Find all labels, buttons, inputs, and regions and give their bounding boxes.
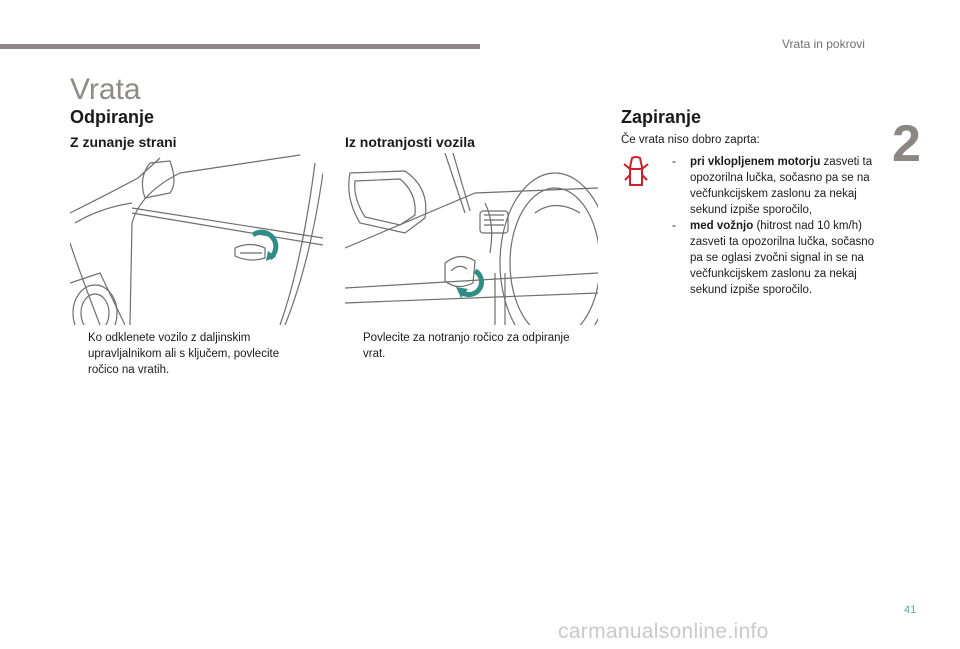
list-item (672, 218, 877, 298)
list-dash: - (672, 220, 676, 232)
interior-handle-illustration (345, 153, 598, 325)
page-title: Vrata (70, 73, 141, 106)
list-item-text (690, 154, 877, 218)
page-number: 41 (904, 604, 917, 616)
outside-instruction-text: Ko odklenete vozilo z daljinskim upravljalnikom ali s ključem, povlecite ročico na vratih. (88, 332, 280, 376)
outside-subheading: Z zunanje strani (70, 134, 177, 150)
door-open-warning-icon (621, 155, 651, 189)
closing-intro: Če vrata niso dobro zaprta: (621, 134, 760, 146)
opening-heading: Odpiranje (70, 107, 155, 127)
header-bar (0, 44, 480, 49)
list-item-bold: med vožnjo (690, 220, 754, 232)
list-dash: - (672, 156, 676, 168)
closing-heading: Zapiranje (621, 107, 702, 127)
chapter-number: 2 (892, 115, 921, 173)
exterior-handle-illustration (70, 153, 323, 325)
inside-instruction (345, 330, 593, 362)
list-item-text (690, 218, 877, 298)
section-header: Vrata in pokrovi (782, 37, 865, 51)
list-item-bold: pri vklopljenem motorju (690, 156, 821, 168)
outside-instruction (70, 330, 310, 378)
inside-instruction-text: Povlecite za notranjo ročico za odpiranje vrat. (363, 332, 570, 360)
list-item (672, 154, 877, 218)
inside-subheading: Iz notranjosti vozila (345, 134, 475, 150)
bullet-marker (70, 330, 88, 378)
list-item-body: (hitrost nad 10 km/h) zasveti ta opozorilna lučka, sočasno pa se oglasi zvočni signal in se na večfunkcijskem zaslonu za nekaj sekund izpiše sporočilo. (690, 220, 875, 296)
bullet-marker (345, 330, 363, 362)
list-item-body: zasveti ta opozorilna lučka, sočasno pa se na večfunkcijskem zaslonu za nekaj sekund izpiše sporočilo, (690, 156, 873, 216)
closing-list (672, 154, 877, 298)
watermark: carmanualsonline.info (558, 620, 769, 643)
